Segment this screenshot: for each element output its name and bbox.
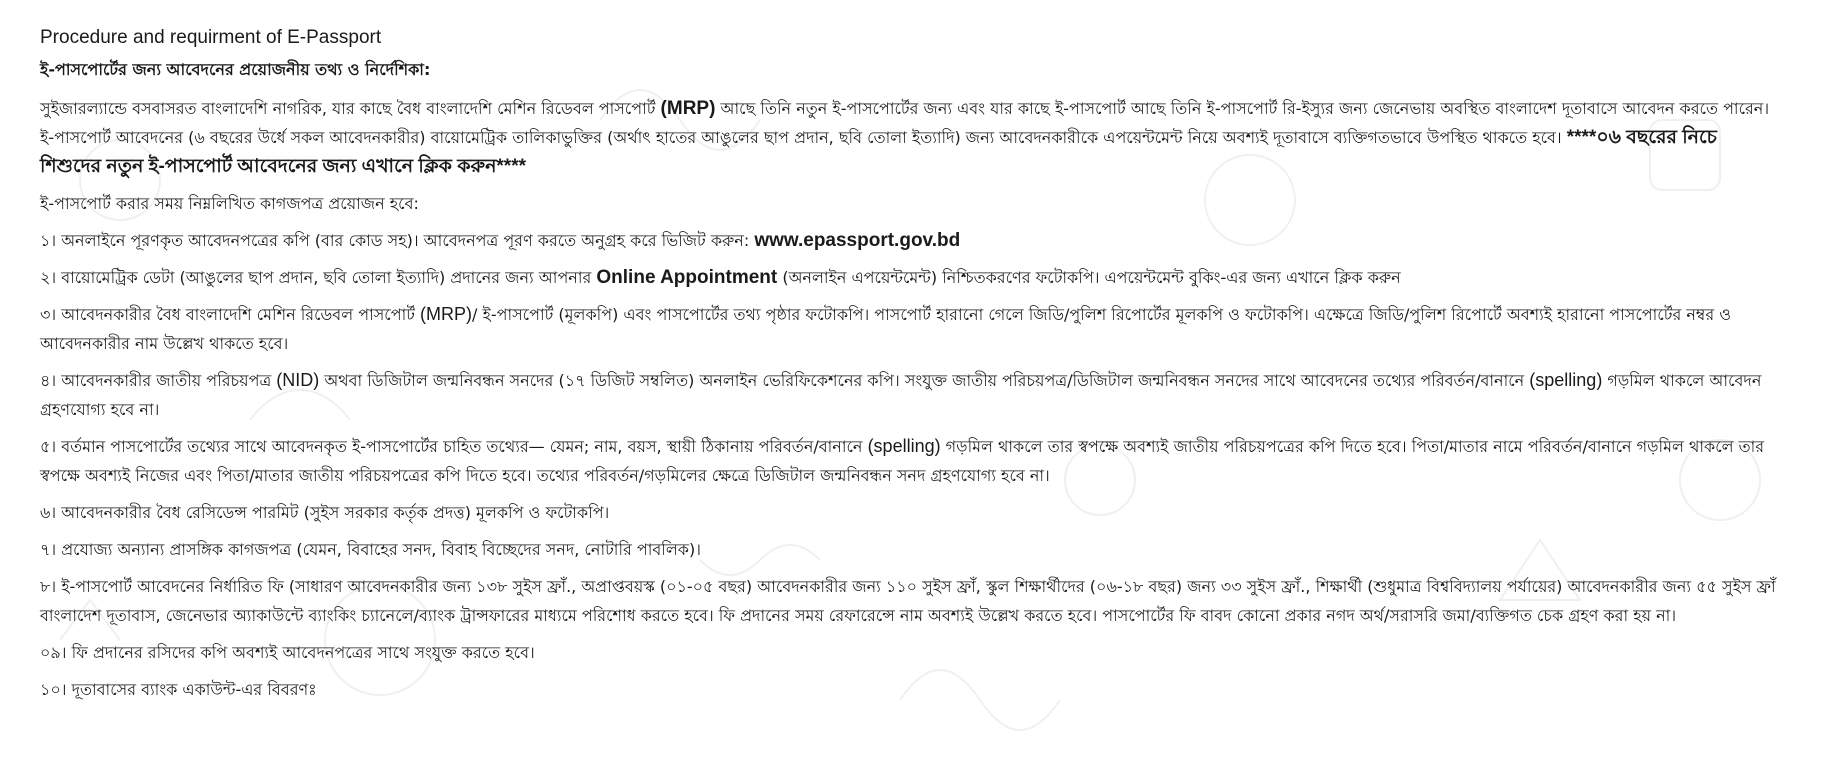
item-3-text-1: ৩। আবেদনকারীর বৈধ বাংলাদেশি মেশিন রিডেবল পাসপোর্ট — [40, 305, 421, 324]
intro-text-2: আছে তিনি নতুন ই-পাসপোর্টের জন্য এবং যার কাছে ই-পাসপোর্ট আছে তিনি ই-পাসপোর্ট রি-ইস্যুর জন্য জেনেভায় অবস্থিত বাংলাদেশ দূতাবাসে আবেদন করতে পারেন। ই-পাসপোর্ট আবেদনের (৬ বছরের উর্ধে সকল আবেদনকারীর) বায়োমেট্রিক তালিকাভুক্তির (অর্থাৎ হাতের আঙুলের ছাপ প্রদান, ছবি তোলা ইত্যাদি) জন্য আবেদনকারীকে এপয়েন্টমেন্ট নিয়ে অবশ্যই দূতাবাসে ব্যক্তিগতভাবে উপস্থিত থাকতে হবে। — [40, 99, 1770, 147]
document-item-8: ৮। ই-পাসপোর্ট আবেদনের নির্ধারিত ফি (সাধারণ আবেদনকারীর জন্য ১৩৮ সুইস ফ্রাঁ., অপ্রাপ্তবয়স্ক (০১-০৫ বছর) আবেদনকারীর জন্য ১১০ সুইস ফ্রাঁ, স্কুল শিক্ষার্থীদের (০৬-১৮ বছর) জন্য ৩৩ সুইস ফ্রাঁ., শিক্ষার্থী (শুধুমাত্র বিশ্ববিদ্যালয় পর্যায়ের) আবেদনকারীর জন্য ৫৫ সুইস ফ্রাঁ বাংলাদেশ দূতাবাস, জেনেভার অ্যাকাউন্টে ব্যাংকিং চ্যানেলে/ব্যাংক ট্রান্সফারের মাধ্যমে পরিশোধ করতে হবে। ফি প্রদানের সময় রেফারেন্সে নাম অবশ্যই উল্লেখ করতে হবে। পাসপোর্টের ফি বাবদ কোনো প্রকার নগদ অর্থ/সরাসরি জমা/ব্যক্তিগত চেক গ্রহণ করা হয় না। — [40, 577, 1776, 625]
item-4-text-2: অথবা ডিজিটাল জন্মনিবন্ধন সনদের (১৭ ডিজিট সম্বলিত) অনলাইন ভেরিফিকেশনের কপি। সংযুক্ত জাতীয় পরিচয়পত্র/ডিজিটাল জন্মনিবন্ধন সনদের সাথে আবেদনের তথ্যের পরিবর্তন/বানানে — [319, 371, 1530, 390]
item-4-nid: (NID) — [276, 370, 320, 390]
documents-heading: ই-পাসপোর্ট করার সময় নিম্নলিখিত কাগজপত্র প্রয়োজন হবে: — [40, 194, 419, 213]
appointment-booking-link[interactable]: (অনলাইন এপয়েন্টমেন্ট) নিশ্চিতকরণের ফটোকপি। এপয়েন্টমেন্ট বুকিং-এর জন্য এখানে ক্লিক করুন — [777, 268, 1401, 287]
item-4-text-3: গড়মিল থাকলে আবেদন গ্রহণযোগ্য হবে না। — [40, 371, 1762, 419]
intro-text-1: সুইজারল্যান্ডে বসবাসরত বাংলাদেশি নাগরিক, যার কাছে বৈধ বাংলাদেশি মেশিন রিডেবল পাসপোর্ট — [40, 99, 661, 118]
item-1-text: ১। অনলাইনে পূরণকৃত আবেদনপত্রের কপি (বার কোড সহ)। আবেদনপত্র পূরণ করতে অনুগ্রহ করে ভিজিট করুন: — [40, 231, 755, 250]
mrp-label: (MRP) — [660, 98, 716, 119]
item-2-text-1: ২। বায়োমেট্রিক ডেটা (আঙুলের ছাপ প্রদান, ছবি তোলা ইত্যাদি) প্রদানের জন্য আপনার — [40, 268, 597, 287]
document-item-1 — [40, 226, 1783, 255]
item-4-spelling: (spelling) — [1529, 370, 1603, 390]
document-item-4 — [40, 366, 1783, 424]
item-3-text-2: / ই-পাসপোর্ট (মূলকপি) এবং পাসপোর্টের তথ্য পৃষ্ঠার ফটোকপি। পাসপোর্ট হারানো গেলে জিডি/পুলিশ রিপোর্টের মূলকপি ও ফটোকপি। এক্ষেত্রে জিডি/পুলিশ রিপোর্টে অবশ্যই হারানো পাসপোর্টের নম্বর ও আবেদনকারীর নাম উল্লেখ থাকতে হবে। — [40, 305, 1731, 353]
document-item-3 — [40, 300, 1783, 358]
item-5-text-2: গড়মিল থাকলে তার স্বপক্ষে অবশ্যই জাতীয় পরিচয়পত্রের কপি দিতে হবে। পিতা/মাতার নামে পরিবর্তন/বানানে গড়মিল থাকলে তার স্বপক্ষে অবশ্যই নিজের এবং পিতা/মাতার জাতীয় পরিচয়পত্রের কপি দিতে হবে। তথ্যের পরিবর্তন/গড়মিলের ক্ষেত্রে ডিজিটাল জন্মনিবন্ধন সনদ গ্রহণযোগ্য হবে না। — [40, 437, 1765, 485]
child-application-link[interactable]: ****০৬ বছরের নিচে শিশুদের নতুন ই-পাসপোর্ট আবেদনের জন্য এখানে ক্লিক করুন**** — [40, 127, 1717, 177]
item-5-text-1: ৫। বর্তমান পাসপোর্টের তথ্যের সাথে আবেদনকৃত ই-পাসপোর্টের চাহিত তথ্যের— যেমন; নাম, বয়স, স্থায়ী ঠিকানায় পরিবর্তন/বানানে — [40, 437, 868, 456]
document-item-10: ১০। দূতাবাসের ব্যাংক একাউন্ট-এর বিবরণঃ — [40, 680, 317, 699]
item-4-text-1: ৪। আবেদনকারীর জাতীয় পরিচয়পত্র — [40, 371, 277, 390]
page-title: Procedure and requirment of E-Passport — [40, 27, 382, 48]
document-item-2 — [40, 263, 1783, 292]
item-3-mrp: (MRP) — [420, 304, 473, 324]
document-item-5 — [40, 432, 1783, 490]
document-item-6: ৬। আবেদনকারীর বৈধ রেসিডেন্স পারমিট (সুইস সরকার কর্তৃক প্রদত্ত) মূলকপি ও ফটোকপি। — [40, 503, 610, 522]
online-appointment-label: Online Appointment — [596, 267, 778, 288]
item-5-spelling: (spelling) — [867, 436, 941, 456]
intro-paragraph — [40, 94, 1783, 181]
document-item-7: ৭। প্রযোজ্য অন্যান্য প্রাসঙ্গিক কাগজপত্র (যেমন, বিবাহের সনদ, বিবাহ বিচ্ছেদের সনদ, নোটারি পাবলিক)। — [40, 540, 701, 559]
guidelines-heading: ই-পাসপোর্টের জন্য আবেদনের প্রয়োজনীয় তথ্য ও নির্দেশিকা: — [40, 60, 431, 79]
epassport-website-link[interactable]: www.epassport.gov.bd — [754, 230, 961, 251]
document-item-9: ০৯। ফি প্রদানের রসিদের কপি অবশ্যই আবেদনপত্রের সাথে সংযুক্ত করতে হবে। — [40, 643, 535, 662]
